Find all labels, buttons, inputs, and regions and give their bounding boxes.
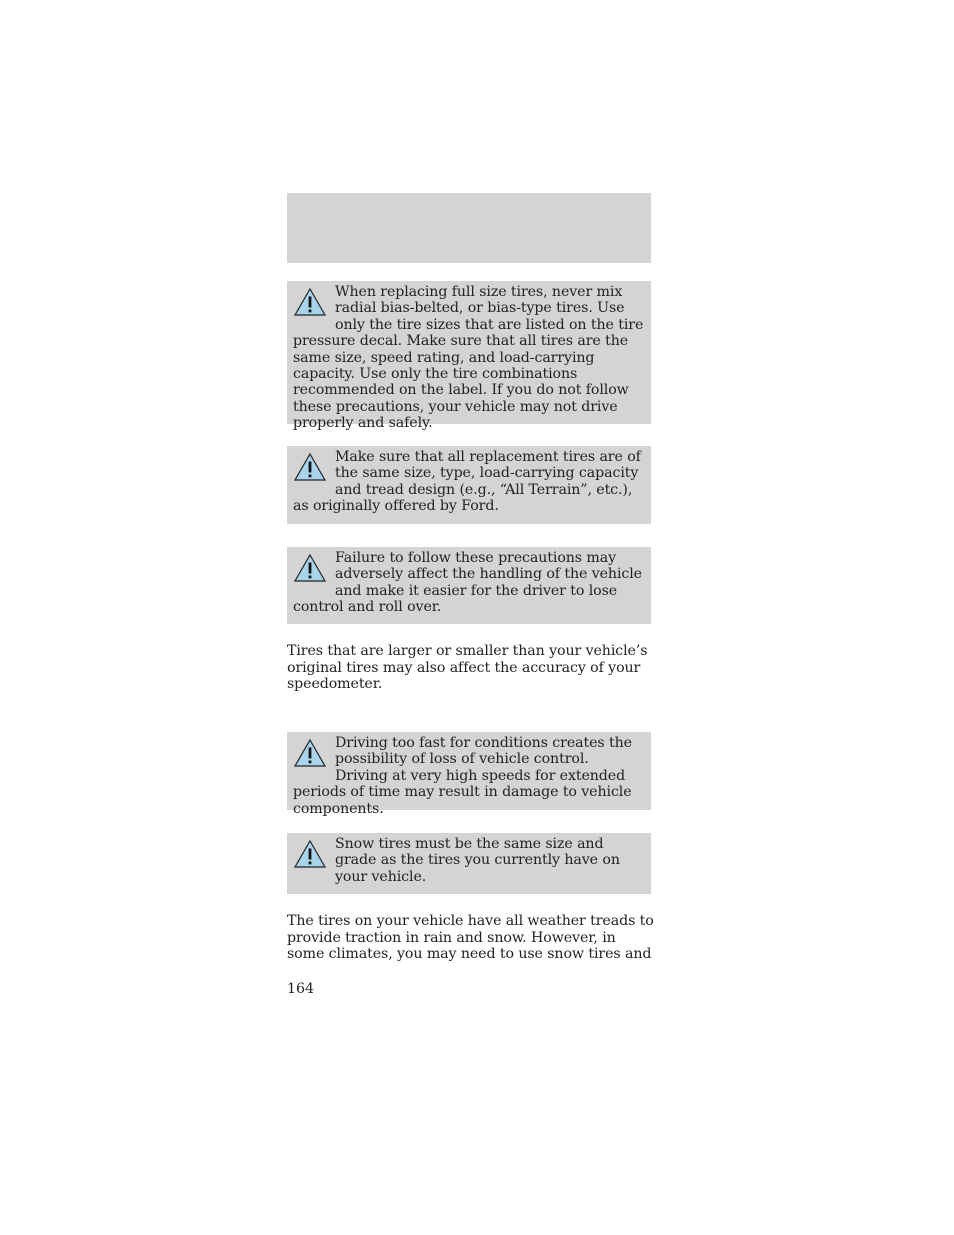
warning-triangle-icon [293, 738, 327, 768]
warning-triangle-icon [293, 452, 327, 482]
page-number: 164 [287, 981, 315, 997]
warning-box-snow-tires [287, 833, 651, 894]
warning-triangle-icon [293, 553, 327, 583]
warning-box-mixing-tires [287, 281, 651, 432]
warning-text: Snow tires must be the same size and grade as the tires you currently have on your vehicle. [335, 836, 620, 885]
warning-box-speed [287, 732, 651, 817]
warning-text: Driving too fast for conditions creates the possibility of loss of vehicle control. Driving at very high speeds for extended periods of time may result in damage to vehicle components. [293, 735, 632, 817]
paragraph-speedometer: Tires that are larger or smaller than your vehicle’s original tires may also affect the accuracy of your speedometer. [287, 643, 648, 693]
paragraph-snow-tires: The tires on your vehicle have all weather treads to provide traction in rain and snow. However, in some climates, you may need to use snow tires and [287, 913, 654, 963]
warning-box-rollover [287, 547, 651, 624]
warning-text: When replacing full size tires, never mix radial bias-belted, or bias-type tires. Use only the tire sizes that are listed on the tire pressure decal. Make sure that all tires are the same size, speed rating, and load-carrying capacity. Use only the tire combinations recommended on the label. If you do not follow these precautions, your vehicle may not drive properly and safely. [293, 284, 644, 432]
warning-triangle-icon [293, 839, 327, 869]
warning-triangle-icon [293, 287, 327, 317]
warning-box-replacement-tires [287, 446, 651, 524]
warning-text: Make sure that all replacement tires are of the same size, type, load-carrying capacity and tread design (e.g., “All Terrain”, etc.), as originally offered by Ford. [293, 449, 641, 515]
warning-text: Failure to follow these precautions may adversely affect the handling of the vehicle and make it easier for the driver to lose control and roll over. [293, 550, 642, 616]
section-header-band [287, 193, 651, 263]
